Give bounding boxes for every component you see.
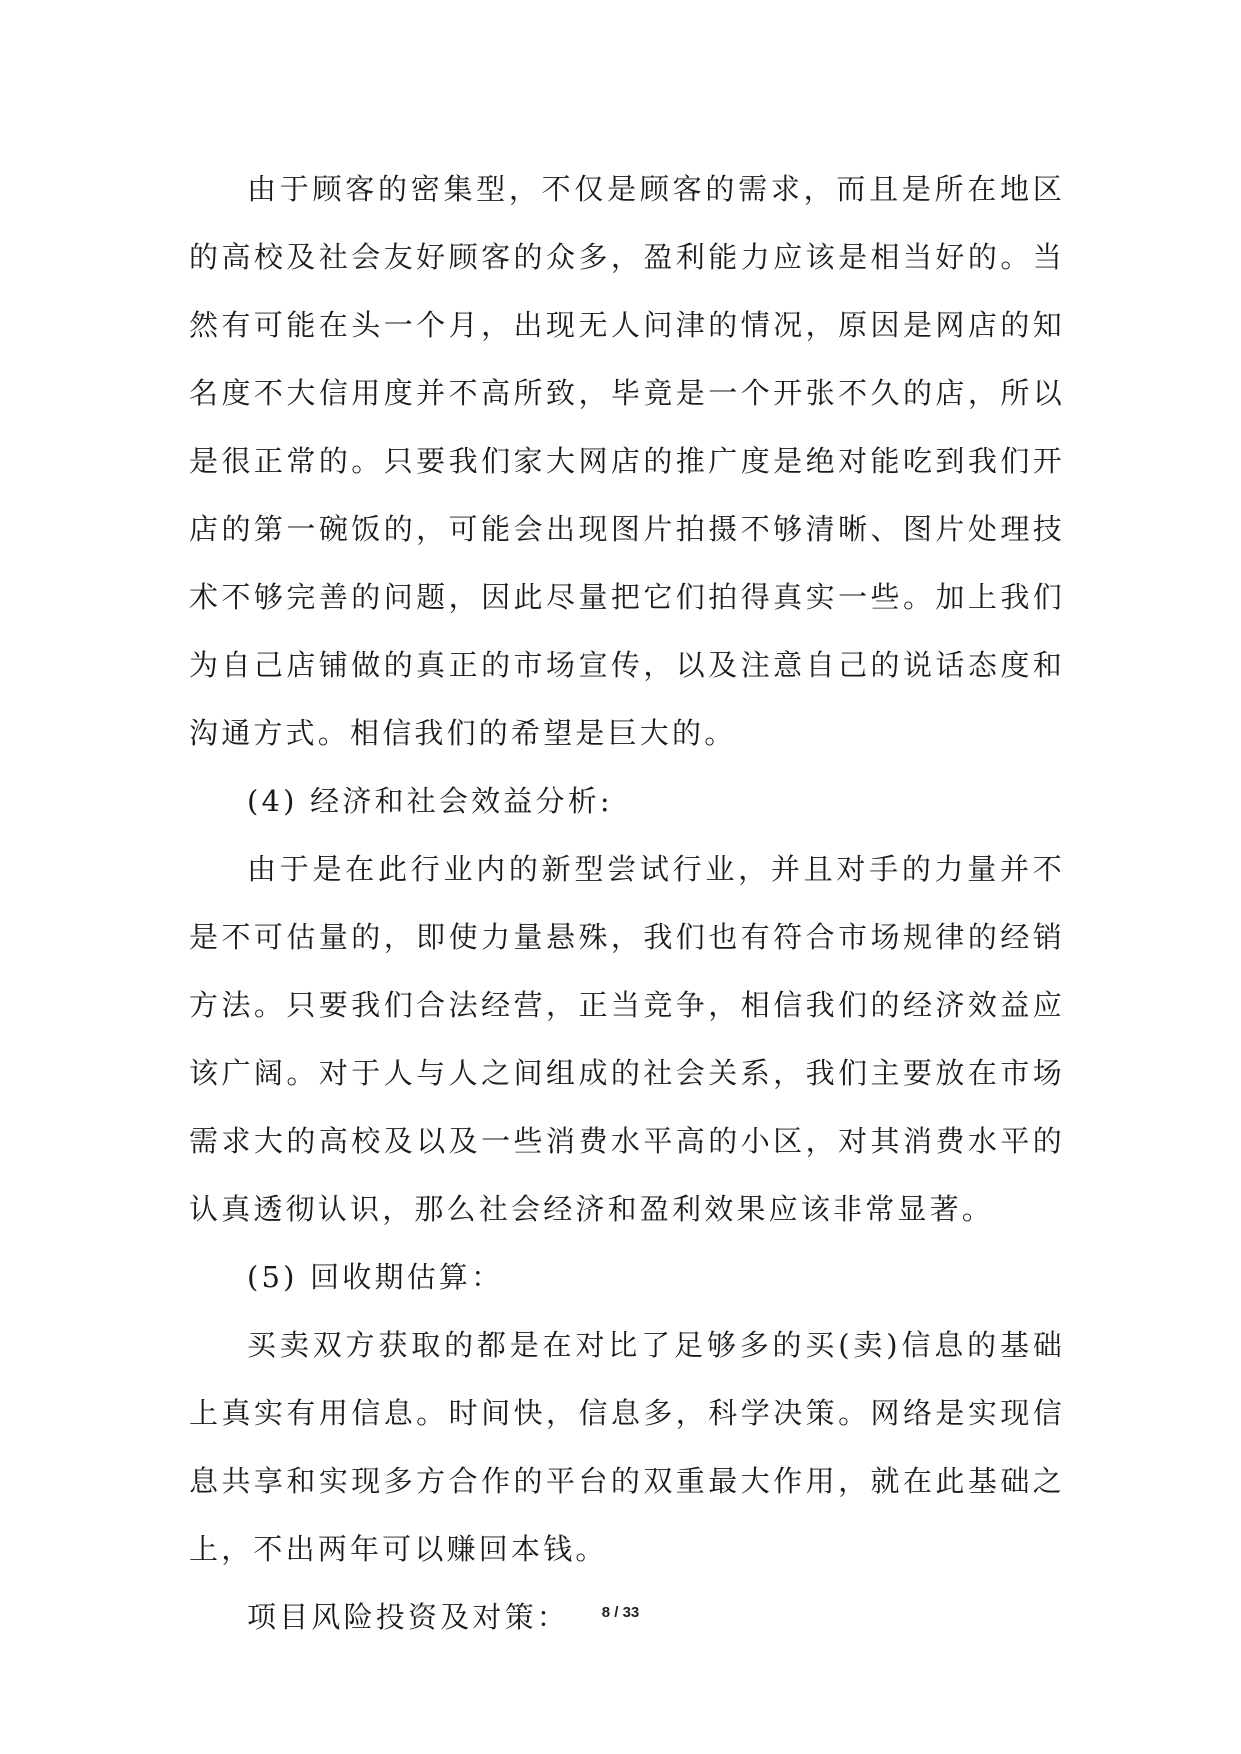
paragraph-payback-period: 买卖双方获取的都是在对比了足够多的买(卖)信息的基础上真实有用信息。时间快，信息多，科学决策。网络是实现信息共享和实现多方合作的平台的双重最大作用，就在此基础之上，不出两年可以赚回本钱。 <box>189 1328 1065 1566</box>
paragraph-economic-social-benefit: 由于是在此行业内的新型尝试行业，并且对手的力量并不是不可估量的，即使力量悬殊，我们也有符合市场规律的经销方法。只要我们合法经营，正当竞争，相信我们的经济效益应该广阔。对于人与人之间组成的社会关系，我们主要放在市场需求大的高校及以及一些消费水平高的小区，对其消费水平的认真透彻认识，那么社会经济和盈利效果应该非常显著。 <box>189 852 1065 1226</box>
section-heading-payback-period: (5) 回收期估算： <box>247 1260 504 1294</box>
paragraph-profit-outlook: 由于顾客的密集型，不仅是顾客的需求，而且是所在地区的高校及社会友好顾客的众多，盈利能力应该是相当好的。当然有可能在头一个月，出现无人问津的情况，原因是网店的知名度不大信用度并不高所致，毕竟是一个开张不久的店，所以是很正常的。只要我们家大网店的推广度是绝对能吃到我们开店的第一碗饭的，可能会出现图片拍摄不够清晰、图片处理技术不够完善的问题，因此尽量把它们拍得真实一些。加上我们为自己店铺做的真正的市场宣传，以及注意自己的说话态度和沟通方式。相信我们的希望是巨大的。 <box>189 172 1065 750</box>
page-number: 8 / 33 <box>601 1604 640 1621</box>
section-heading-project-risk: 项目风险投资及对策： <box>247 1600 570 1634</box>
section-heading-economic-social-benefit: (4) 经济和社会效益分析: <box>247 784 613 818</box>
document-body <box>189 155 1065 1651</box>
